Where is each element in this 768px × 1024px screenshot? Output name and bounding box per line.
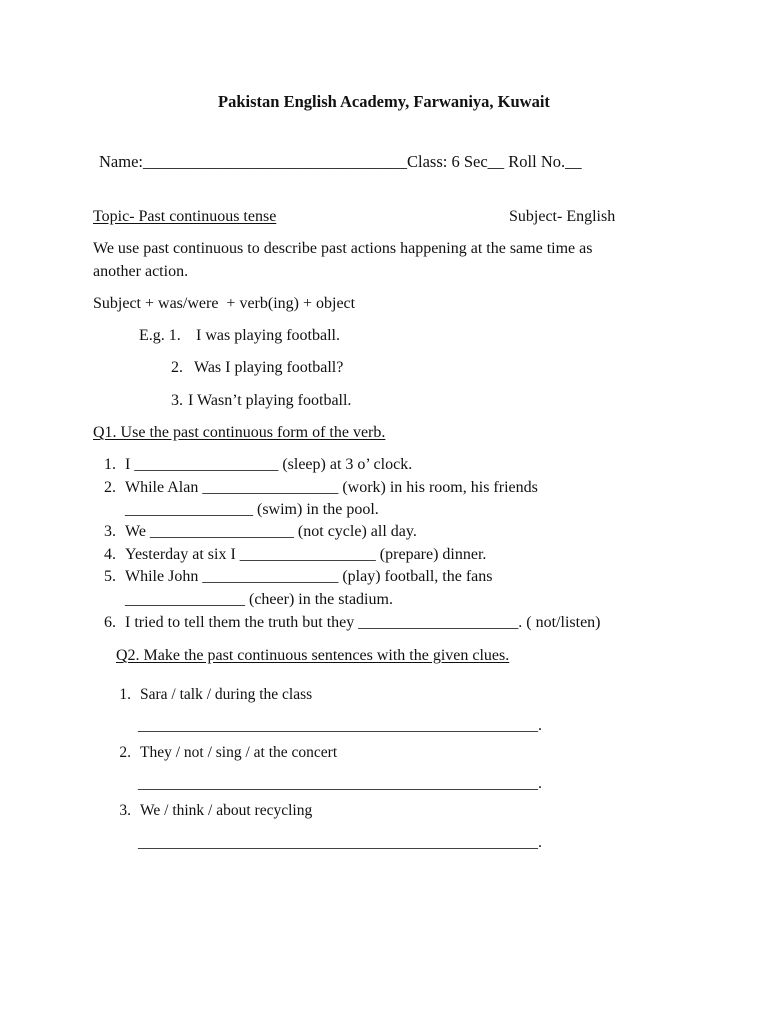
q1-item-text: I tried to tell them the truth but they ____________________. ( not/listen)	[125, 614, 601, 631]
description-line-2: another action.	[93, 263, 189, 280]
document-title: Pakistan English Academy, Farwaniya, Kuwait	[218, 92, 550, 111]
example-text: I Wasn’t playing football.	[188, 392, 352, 409]
example-number: 3.	[171, 392, 183, 409]
q1-item-text: I __________________ (sleep) at 3 o’ clock.	[125, 456, 413, 473]
q1-item-number: 6.	[104, 614, 116, 631]
name-class-roll-line: Name:________________________________Class: 6 Sec__ Roll No.__	[99, 152, 582, 171]
q1-item-number: 1.	[104, 456, 116, 473]
q2-answer-line: __________________________________________________.	[138, 717, 542, 734]
q2-clue: They / not / sing / at the concert	[140, 744, 338, 761]
subject-label: Subject- English	[509, 208, 616, 225]
q2-clue: Sara / talk / during the class	[140, 686, 313, 703]
q2-item-number: 1.	[119, 686, 131, 703]
q2-heading: Q2. Make the past continuous sentences with the given clues.	[116, 647, 510, 664]
q2-answer-line: __________________________________________________.	[138, 834, 542, 851]
example-number: 2.	[171, 359, 183, 376]
q1-item-text: While Alan _________________ (work) in his room, his friends	[125, 479, 538, 496]
example-text: I was playing football.	[196, 327, 340, 344]
description-line-1: We use past continuous to describe past actions happening at the same time as	[93, 240, 593, 257]
q1-item-number: 2.	[104, 479, 116, 496]
q1-item-text: _______________ (cheer) in the stadium.	[125, 591, 393, 608]
formula: Subject + was/were + verb(ing) + object	[93, 295, 356, 312]
q1-item-number: 4.	[104, 546, 116, 563]
q1-item-text: While John _________________ (play) football, the fans	[125, 568, 493, 585]
q1-item-text: We __________________ (not cycle) all day.	[125, 523, 417, 540]
q1-heading: Q1. Use the past continuous form of the verb.	[93, 424, 386, 441]
q2-item-number: 2.	[119, 744, 131, 761]
q2-answer-line: __________________________________________________.	[138, 775, 542, 792]
q1-item-number: 3.	[104, 523, 116, 540]
example-text: Was I playing football?	[194, 359, 344, 376]
q1-item-number: 5.	[104, 568, 116, 585]
q1-item-text: ________________ (swim) in the pool.	[125, 501, 379, 518]
example-number: E.g. 1.	[139, 327, 181, 344]
q1-item-text: Yesterday at six I _________________ (prepare) dinner.	[125, 546, 487, 563]
q2-item-number: 3.	[119, 802, 131, 819]
q2-clue: We / think / about recycling	[140, 802, 313, 819]
topic-label: Topic- Past continuous tense	[93, 208, 277, 225]
